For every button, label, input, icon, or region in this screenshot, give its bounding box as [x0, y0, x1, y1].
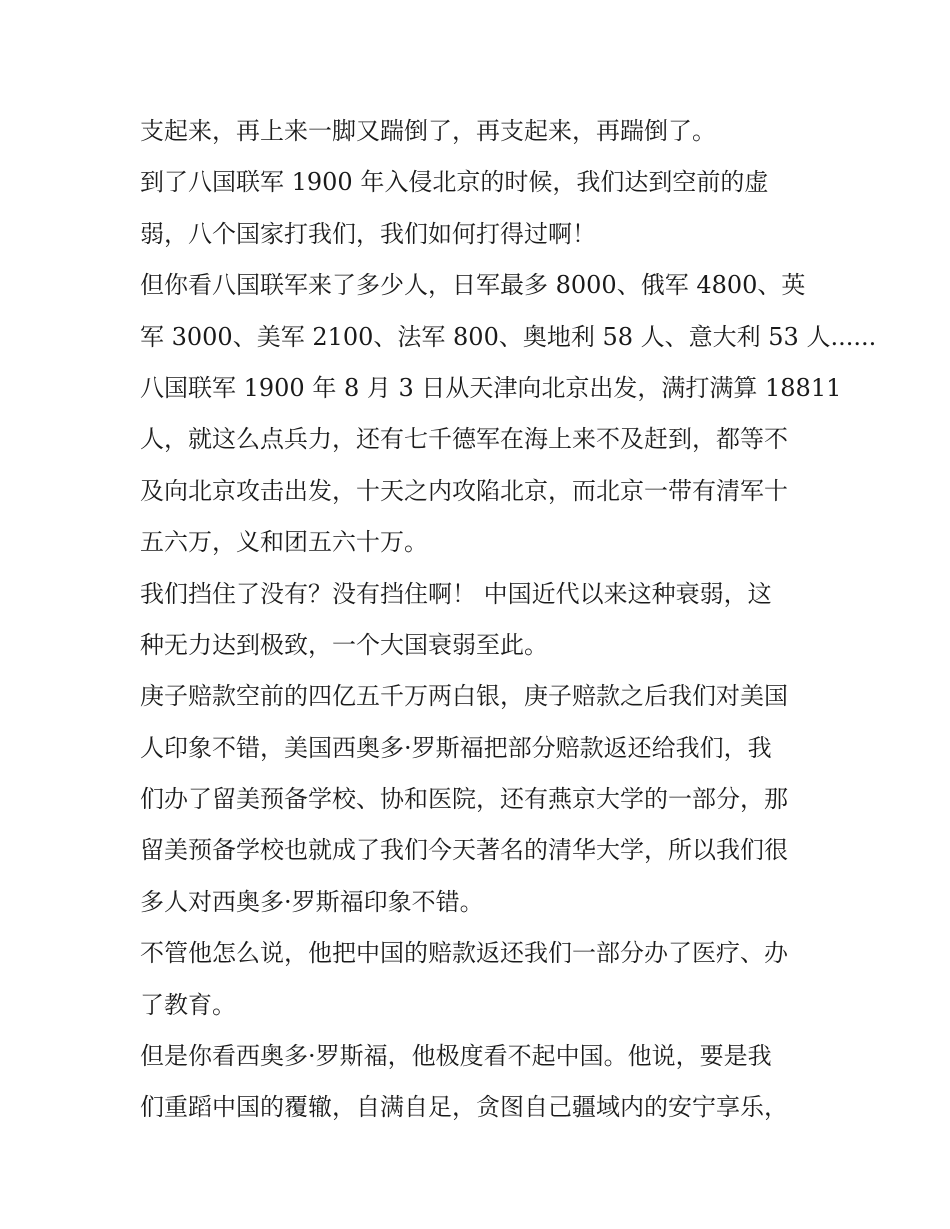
- text-line: 了教育。: [140, 990, 236, 1019]
- body-text: [140, 106, 877, 1134]
- text-line: 但你看八国联军来了多少人，日军最多 8000、俄军 4800、英: [140, 271, 806, 300]
- text-line: 多人对西奥多·罗斯福印象不错。: [140, 887, 484, 916]
- text-line: 及向北京攻击出发，十天之内攻陷北京，而北京一带有清军十: [140, 476, 788, 505]
- text-line: 五六万，义和团五六十万。: [140, 528, 428, 557]
- text-line: 庚子赔款空前的四亿五千万两白银，庚子赔款之后我们对美国: [140, 682, 788, 711]
- text-line: 弱，八个国家打我们，我们如何打得过啊！: [140, 219, 596, 248]
- text-line: 到了八国联军 1900 年入侵北京的时候，我们达到空前的虚: [140, 168, 769, 197]
- text-line: 留美预备学校也就成了我们今天著名的清华大学，所以我们很: [140, 836, 788, 865]
- text-line: 人印象不错，美国西奥多·罗斯福把部分赔款返还给我们，我: [140, 733, 772, 762]
- text-line: 种无力达到极致，一个大国衰弱至此。: [140, 630, 548, 659]
- text-line: 不管他怎么说，他把中国的赔款返还我们一部分办了医疗、办: [140, 939, 788, 968]
- text-line: 军 3000、美军 2100、法军 800、奥地利 58 人、意大利 53 人......: [140, 322, 877, 351]
- text-line: 但是你看西奥多·罗斯福，他极度看不起中国。他说，要是我: [140, 1042, 772, 1071]
- text-line: 们办了留美预备学校、协和医院，还有燕京大学的一部分，那: [140, 785, 788, 814]
- text-line: 八国联军 1900 年 8 月 3 日从天津向北京出发，满打满算 18811: [140, 373, 842, 402]
- text-line: 们重蹈中国的覆辙，自满自足，贪图自己疆域内的安宁享乐，: [140, 1093, 788, 1122]
- text-line: 人，就这么点兵力，还有七千德军在海上来不及赶到，都等不: [140, 425, 788, 454]
- text-line: 我们挡住了没有？没有挡住啊！ 中国近代以来这种衰弱，这: [140, 579, 772, 608]
- text-line: 支起来，再上来一脚又踹倒了，再支起来，再踹倒了。: [140, 117, 716, 145]
